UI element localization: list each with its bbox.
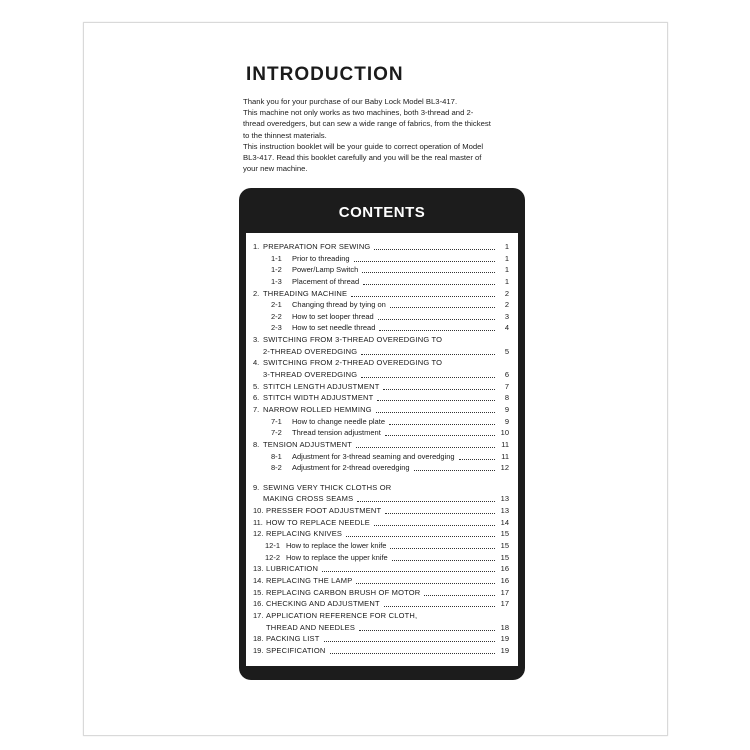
toc-entry-number: 7-1 <box>271 416 282 426</box>
toc-entry-page: 8 <box>504 393 509 403</box>
intro-line: to the thinnest materials. <box>243 130 327 140</box>
toc-entry-number: 14. <box>253 575 264 585</box>
toc-entry-title: Adjustment for 2-thread overedging <box>292 463 410 473</box>
toc-entry-page: 1 <box>504 242 509 251</box>
contents-list-area <box>246 233 518 666</box>
toc-entry-title: How to set needle thread <box>292 323 376 333</box>
toc-entry <box>253 346 511 358</box>
toc-entry-number: 10. <box>253 506 264 516</box>
toc-dot-leader <box>414 469 495 471</box>
toc-entry <box>253 253 511 265</box>
toc-entry <box>253 598 511 610</box>
toc-entry-title: APPLICATION REFERENCE FOR CLOTH, <box>266 610 418 620</box>
toc-entry-title: LUBRICATION <box>266 564 319 574</box>
toc-entry-number: 7-2 <box>271 428 282 438</box>
toc-dot-leader <box>385 434 495 436</box>
toc-entry <box>253 357 511 369</box>
toc-entry-title: NARROW ROLLED HEMMING <box>263 404 372 414</box>
toc-entry <box>253 311 511 323</box>
toc-entry <box>253 645 511 657</box>
toc-dot-leader <box>346 535 495 537</box>
toc-entry-title: STITCH WIDTH ADJUSTMENT <box>263 393 374 403</box>
toc-entry <box>253 369 511 381</box>
toc-entry-number: 5. <box>253 381 260 391</box>
toc-dot-leader <box>390 547 495 549</box>
toc-entry-title: How to set looper thread <box>292 311 374 321</box>
toc-entry <box>253 540 511 552</box>
toc-entry <box>253 563 511 575</box>
toc-entry-page: 15 <box>500 541 509 551</box>
toc-entry <box>253 505 511 517</box>
toc-entry-page: 2 <box>504 300 509 310</box>
intro-line: thread overedgers, but can sew a wide range of fabrics, from the thickest <box>243 119 491 129</box>
toc-entry <box>253 552 511 564</box>
toc-dot-leader <box>384 605 495 607</box>
toc-entry <box>253 416 511 428</box>
toc-entry <box>253 439 511 451</box>
toc-entry-title: SWITCHING FROM 2-THREAD OVEREDGING TO <box>263 358 443 368</box>
toc-entry-page: 13 <box>500 506 509 516</box>
toc-entry <box>253 517 511 529</box>
toc-entry-number: 16. <box>253 599 264 609</box>
intro-line: BL3-417. Read this booklet carefully and you will be the real master of <box>243 153 482 163</box>
toc-entry-number: 12-2 <box>265 552 281 562</box>
toc-entry-page: 9 <box>504 416 509 426</box>
toc-dot-leader <box>363 283 495 285</box>
toc-entry-page: 3 <box>504 311 509 321</box>
toc-entry-page: 16 <box>500 575 509 585</box>
toc-entry-title: THREAD AND NEEDLES <box>266 622 356 632</box>
toc-dot-leader <box>361 376 495 378</box>
contents-panel <box>239 188 525 680</box>
toc-dot-leader <box>385 512 495 514</box>
toc-entry <box>253 587 511 599</box>
toc-entry-number: 4. <box>253 358 260 368</box>
toc-entry-number: 2-3 <box>271 323 282 333</box>
toc-entry <box>253 288 511 300</box>
toc-entry-page: 10 <box>500 428 509 438</box>
toc-entry-title: REPLACING THE LAMP <box>266 575 353 585</box>
toc-entry-page: 1 <box>504 265 509 275</box>
toc-entry-title: How to replace the upper knife <box>286 552 388 562</box>
toc-entry-page: 7 <box>504 381 509 391</box>
toc-dot-leader <box>383 388 495 390</box>
toc-dot-leader <box>359 629 495 631</box>
toc-dot-leader <box>459 458 495 460</box>
toc-entry-title: Adjustment for 3-thread seaming and overedging <box>292 451 455 461</box>
toc-entry-title: Prior to threading <box>292 253 350 263</box>
toc-entry-number: 2-1 <box>271 300 282 310</box>
toc-entry <box>253 427 511 439</box>
toc-entry <box>253 482 511 494</box>
intro-line: Thank you for your purchase of our Baby Lock Model BL3-417. <box>243 97 458 106</box>
intro-line: your new machine. <box>243 164 308 174</box>
toc-entry-title: TENSION ADJUSTMENT <box>263 439 353 449</box>
toc-entry-title: Changing thread by tying on <box>292 300 386 310</box>
toc-dot-leader <box>378 318 495 320</box>
toc-entry-page: 15 <box>500 552 509 562</box>
toc-entry-number: 18. <box>253 634 264 644</box>
toc-dot-leader <box>424 594 495 596</box>
toc-entry-number: 3. <box>253 335 260 345</box>
toc-entry-page: 12 <box>500 463 509 473</box>
toc-dot-leader <box>374 524 495 526</box>
toc-dot-leader <box>354 260 495 262</box>
toc-dot-leader <box>357 500 495 502</box>
toc-entry-title: STITCH LENGTH ADJUSTMENT <box>263 381 380 391</box>
toc-entry <box>253 299 511 311</box>
table-of-contents <box>253 241 511 656</box>
toc-entry-number: 1-1 <box>271 253 282 263</box>
toc-entry-title: PRESSER FOOT ADJUSTMENT <box>266 506 382 516</box>
contents-title: CONTENTS <box>338 204 426 221</box>
toc-dot-leader <box>324 640 495 642</box>
toc-entry-number: 17. <box>253 610 264 620</box>
toc-entry <box>253 276 511 288</box>
toc-dot-leader <box>361 353 495 355</box>
toc-entry-title: Power/Lamp Switch <box>292 265 359 275</box>
toc-entry-number: 2. <box>253 288 260 298</box>
toc-entry-title: THREADING MACHINE <box>263 288 348 298</box>
toc-dot-leader <box>356 446 495 448</box>
toc-entry-page: 15 <box>500 529 509 539</box>
toc-entry-title: REPLACING CARBON BRUSH OF MOTOR <box>266 587 421 597</box>
toc-entry <box>253 528 511 540</box>
toc-dot-leader <box>379 329 495 331</box>
toc-entry <box>253 264 511 276</box>
toc-entry <box>253 241 511 253</box>
toc-entry-title: CHECKING AND ADJUSTMENT <box>266 599 380 609</box>
toc-entry-page: 6 <box>504 370 509 380</box>
toc-dot-leader <box>351 295 495 297</box>
toc-entry-number: 8-1 <box>271 451 282 461</box>
toc-entry-page: 19 <box>500 634 509 644</box>
toc-entry-page: 19 <box>500 645 509 655</box>
toc-entry-title: SPECIFICATION <box>266 645 326 655</box>
toc-dot-leader <box>377 399 495 401</box>
toc-entry <box>253 451 511 463</box>
toc-entry-title: How to replace the lower knife <box>286 541 387 551</box>
toc-entry <box>253 610 511 622</box>
toc-entry-number: 13. <box>253 564 264 574</box>
toc-entry-page: 1 <box>504 276 509 286</box>
toc-entry-title: How to change needle plate <box>292 416 385 426</box>
toc-entry-page: 16 <box>500 564 509 574</box>
toc-entry <box>253 404 511 416</box>
toc-entry-number: 15. <box>253 587 264 597</box>
toc-entry-number: 12. <box>253 529 264 539</box>
intro-paragraph <box>243 96 533 174</box>
toc-entry-number: 19. <box>253 645 264 655</box>
toc-entry-page: 11 <box>501 451 509 461</box>
toc-dot-leader <box>356 582 495 584</box>
intro-line: This machine not only works as two machines, both 3-thread and 2- <box>243 108 474 118</box>
toc-entry-page: 18 <box>500 622 509 632</box>
toc-entry <box>253 633 511 645</box>
toc-entry-title: SEWING VERY THICK CLOTHS OR <box>263 482 392 492</box>
page-title: INTRODUCTION <box>246 64 404 85</box>
toc-entry-title: HOW TO REPLACE NEEDLE <box>266 517 370 527</box>
toc-entry-page: 17 <box>500 599 509 609</box>
toc-dot-leader <box>330 652 495 654</box>
toc-entry-number: 12-1 <box>265 541 281 551</box>
toc-dot-leader <box>389 423 495 425</box>
toc-entry-title: 3-THREAD OVEREDGING <box>263 370 358 380</box>
toc-dot-leader <box>390 306 495 308</box>
toc-dot-leader <box>322 570 495 572</box>
toc-dot-leader <box>376 411 495 413</box>
toc-dot-leader <box>374 248 495 250</box>
toc-entry-page: 2 <box>504 288 509 298</box>
toc-entry <box>253 622 511 634</box>
toc-entry-title: REPLACING KNIVES <box>266 529 343 539</box>
toc-dot-leader <box>392 559 495 561</box>
toc-entry-page: 13 <box>500 494 509 504</box>
toc-entry-number: 6. <box>253 393 260 403</box>
toc-entry <box>253 493 511 505</box>
toc-entry-page: 14 <box>500 517 509 527</box>
toc-entry <box>253 392 511 404</box>
toc-dot-leader <box>362 271 495 273</box>
toc-entry-page: 1 <box>504 253 509 263</box>
toc-entry <box>253 334 511 346</box>
toc-entry <box>253 462 511 474</box>
toc-entry-number: 9. <box>253 482 260 492</box>
toc-entry-title: Thread tension adjustment <box>292 428 381 438</box>
toc-entry-number: 8-2 <box>271 463 282 473</box>
toc-entry-number: 8. <box>253 439 260 449</box>
toc-entry-title: Placement of thread <box>292 276 360 286</box>
toc-entry-title: PACKING LIST <box>266 634 320 644</box>
toc-entry-number: 1-3 <box>271 276 282 286</box>
toc-entry-page: 9 <box>504 404 509 414</box>
toc-entry-number: 7. <box>253 404 260 414</box>
toc-entry-page: 5 <box>504 346 509 356</box>
toc-entry <box>253 322 511 334</box>
toc-entry-number: 11. <box>253 517 263 527</box>
toc-entry-title: SWITCHING FROM 3-THREAD OVEREDGING TO <box>263 335 443 345</box>
toc-entry-page: 4 <box>504 323 509 333</box>
toc-entry-number: 1-2 <box>271 265 282 275</box>
intro-line: This instruction booklet will be your guide to correct operation of Model <box>243 141 484 151</box>
toc-entry <box>253 381 511 393</box>
toc-entry-title: PREPARATION FOR SEWING <box>263 242 371 251</box>
toc-entry-title: MAKING CROSS SEAMS <box>263 494 354 504</box>
toc-entry-number: 2-2 <box>271 311 282 321</box>
toc-entry <box>253 575 511 587</box>
toc-entry-title: 2-THREAD OVEREDGING <box>263 346 358 356</box>
toc-entry-page: 17 <box>500 587 509 597</box>
toc-entry-number: 1. <box>253 242 260 251</box>
toc-entry-page: 11 <box>501 439 509 449</box>
